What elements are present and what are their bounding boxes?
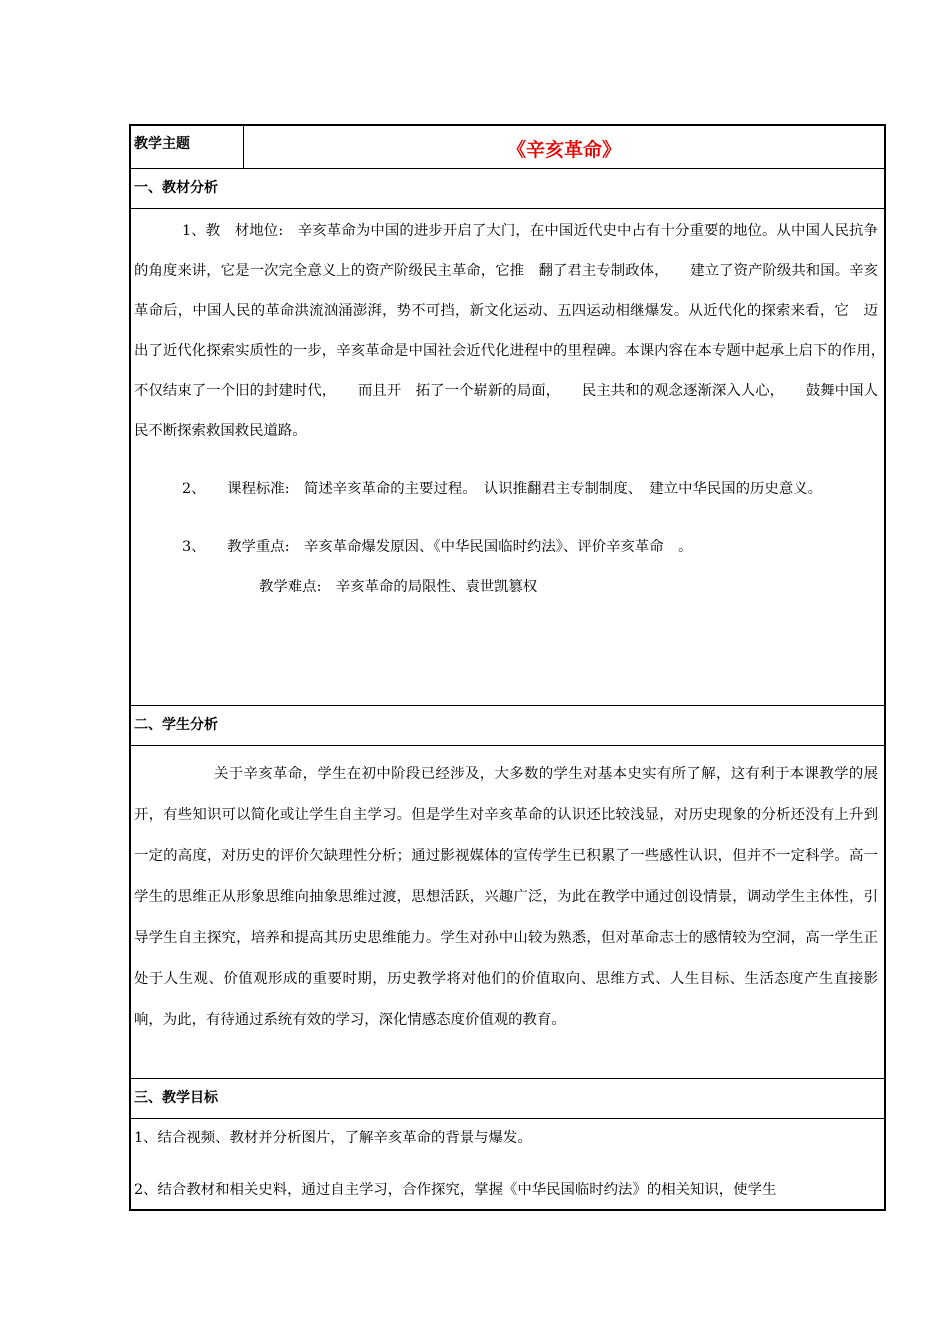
goal-item-1: 1、结合视频、教材并分析图片，了解辛亥革命的背景与爆发。 — [134, 1130, 532, 1146]
topic-title: 《辛亥革命》 — [506, 139, 621, 161]
section-heading-analysis: 一、教材分析 — [131, 169, 884, 209]
analysis-keypoints-paragraph: 3、 教学重点: 辛亥革命爆发原因、《中华民国临时约法》、评价辛亥革命 。 — [182, 539, 693, 555]
section-heading-goals: 三、教学目标 — [131, 1079, 884, 1119]
students-paragraph: 关于辛亥革命，学生在初中阶段已经涉及，大多数的学生对基本史实有所了解，这有利于本课教学的展开，有些知识可以简化或让学生自主学习。但是学生对辛亥革命的认识还比较浅显，对历史现象的分析还没有上升到一定的高度，对历史的评价欠缺理性分析；通过影视媒体的宣传学生已积累了一些感性认识，但并不一定科学。高一学生的思维正从形象思维向抽象思维过渡，思想活跃，兴趣广泛，为此在教学中通过创设情景，调动学生主体性，引导学生自主探究，培养和提高其历史思维能力。学生对孙中山较为熟悉，但对革命志士的感情较为空洞，高一学生正处于人生观、价值观形成的重要时期，历史教学将对他们的价值取向、思维方式、人生目标、生活态度产生直接影响，为此，有待通过系统有效的学习，深化情感态度价值观的教育。 — [134, 766, 878, 1028]
analysis-difficulties-paragraph: 教学难点: 辛亥革命的局限性、袁世凯篡权 — [259, 579, 538, 595]
students-content — [131, 746, 884, 1079]
analysis-status-paragraph: 1、教 材地位: 辛亥革命为中国的进步开启了大门，在中国近代史中占有十分重要的地位。从中国人民抗争的角度来讲，它是一次完全意义上的资产阶级民主革命，它推 翻了君主专制政体， 建立了资产阶级共和国。辛亥革命后，中国人民的革命洪流汹涌澎湃，势不可挡，新文化运动、五四运动相继爆发。从近代化的探索来看，它 迈出了近代化探索实质性的一步，辛亥革命是中国社会近代化进程中的里程碑。本课内容在本专题中起承上启下的作用， 不仅结束了一个旧的封建时代， 而且开 拓了一个崭新的局面， 民主共和的观念逐渐深入人心， 鼓舞中国人民不断探索救国救民道路。 — [134, 223, 907, 439]
analysis-standard-paragraph: 2、 课程标准: 简述辛亥革命的主要过程。 认识推翻君主专制制度、 建立中华民国的历史意义。 — [182, 481, 822, 497]
topic-row — [131, 126, 884, 169]
goal-item-2: 2、结合教材和相关史料，通过自主学习，合作探究，掌握《中华民国临时约法》的相关知识，使学生 — [134, 1182, 777, 1198]
goals-content — [131, 1119, 884, 1209]
section-heading-students: 二、学生分析 — [131, 706, 884, 746]
analysis-content — [131, 209, 907, 706]
lesson-plan-table — [129, 124, 907, 1211]
topic-label: 教学主题 — [131, 126, 244, 168]
